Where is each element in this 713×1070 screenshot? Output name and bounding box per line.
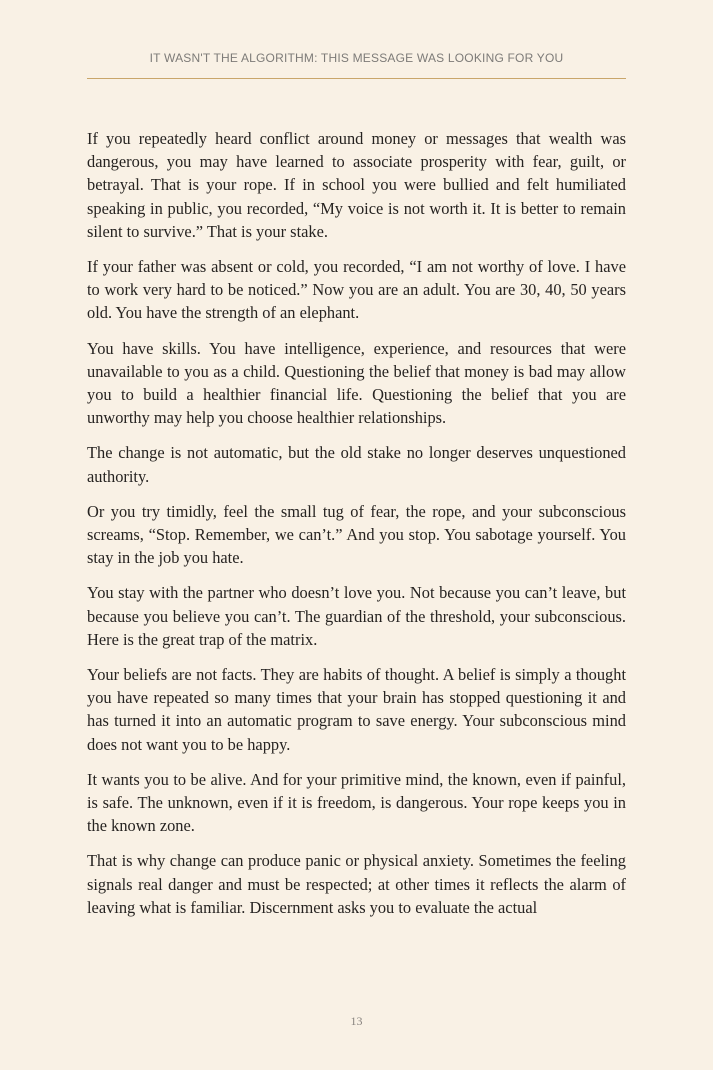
paragraph-1: If you repeatedly heard conflict around money or messages that wealth was dangerous, you may have learned to associate prosperity with fear, guilt, or betrayal. That is your rope. If in school you were bullied and felt humiliated speaking in public, you recorded, “My voice is not worth it. It is better to remain silent to survive.” That is your stake. [87,129,626,241]
paragraph-6: You stay with the partner who doesn’t love you. Not because you can’t leave, but because you believe you can’t. The guardian of the threshold, your subconscious. Here is the great trap of the matrix. [87,583,626,649]
paragraph-5: Or you try timidly, feel the small tug of fear, the rope, and your subconscious screams, “Stop. Remember, we can’t.” And you stop. You sabotage yourself. You stay in the job you hate. [87,501,626,568]
page-number: 13 [350,1014,363,1028]
paragraph-8: It wants you to be alive. And for your primitive mind, the known, even if painful, is safe. The unknown, even if it is freedom, is dangerous. Your rope keeps you in the known zone. [87,769,626,836]
body-text [87,127,626,931]
header-divider [87,78,626,79]
running-header: IT WASN'T THE ALGORITHM: THIS MESSAGE WAS LOOKING FOR YOU [149,51,564,65]
paragraph-3: You have skills. You have intelligence, experience, and resources that were unavailable to you as a child. Questioning the belief that money is bad may allow you to build a healthier financial life. Questioning the belief that you are unworthy may help you choose healthier relationships. [87,338,626,428]
paragraph-9: That is why change can produce panic or physical anxiety. Sometimes the feeling signals real danger and must be respected; at other times it reflects the alarm of leaving what is familiar. Discernment asks you to evaluate the actual [87,851,626,917]
paragraph-4: The change is not automatic, but the old stake no longer deserves unquestioned authority. [87,443,626,486]
paragraph-7: Your beliefs are not facts. They are habits of thought. A belief is simply a thought you have repeated so many times that your brain has stopped questioning it and has turned it into an automatic program to save energy. Your subconscious mind does not want you to be happy. [87,665,626,754]
paragraph-2: If your father was absent or cold, you recorded, “I am not worthy of love. I have to work very hard to be noticed.” Now you are an adult. You are 30, 40, 50 years old. You have the strength of an elephant. [87,257,626,323]
